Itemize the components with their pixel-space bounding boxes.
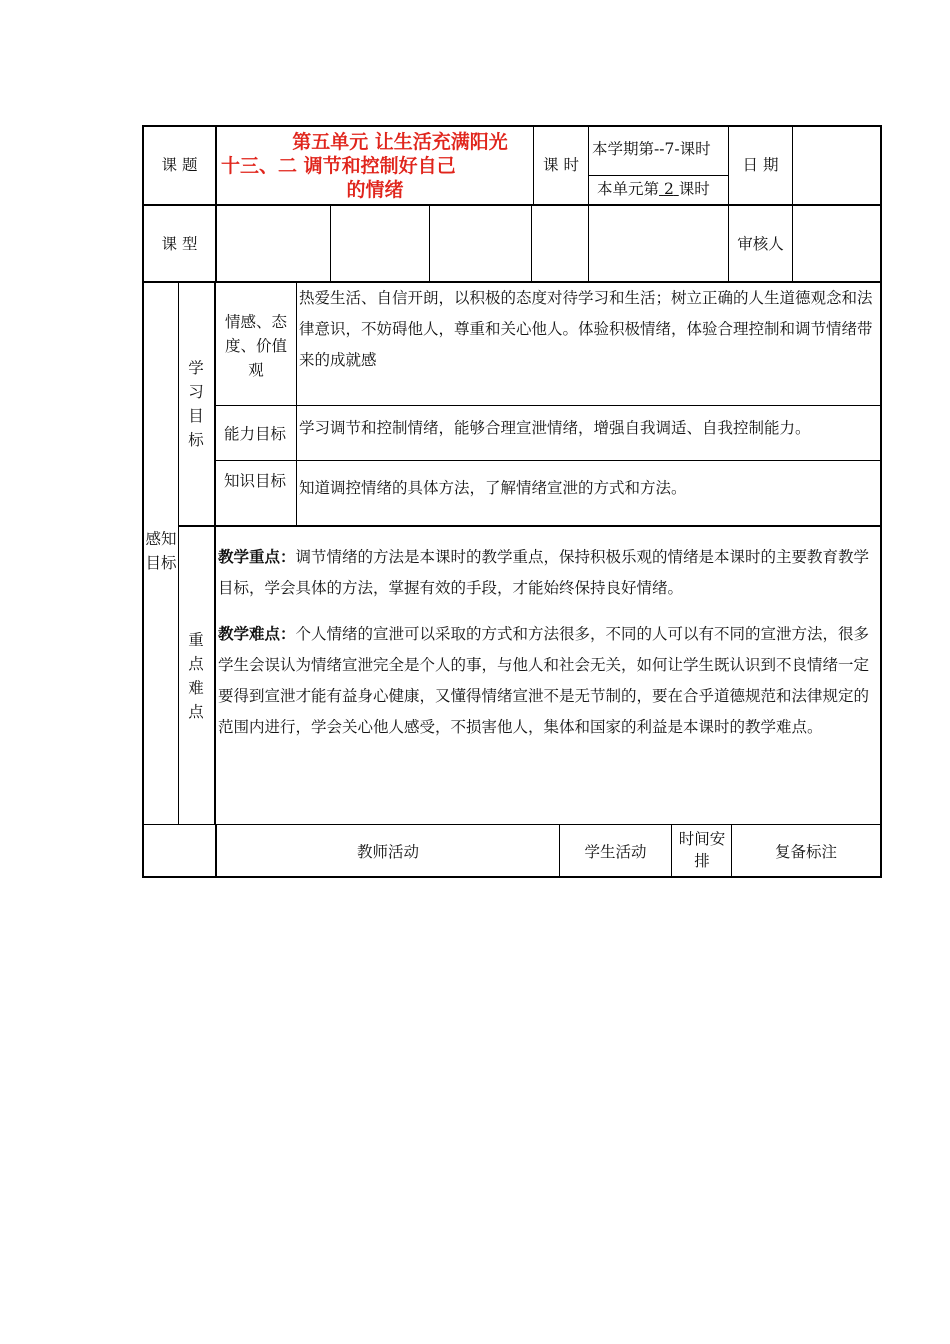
learning-goals-label: 学习目标	[188, 359, 204, 449]
teacher-activity-header: 教师活动	[356, 843, 419, 861]
topic-label: 课 题	[161, 156, 198, 174]
key-difficult-points-label: 重点难点	[188, 631, 204, 721]
lesson-title-line3: 的情绪	[346, 179, 404, 201]
key-points-paragraph: 教学重点：调节情绪的方法是本课时的教学重点，保持积极乐观的情绪是本课时的主要教育教学目标，学会具体的方法，掌握有效的手段，才能始终保持良好情绪。	[218, 547, 870, 597]
hours-label: 课 时	[543, 156, 579, 174]
ability-goal-text: 学习调节和控制情绪，能够合理宣泄情绪，增强自我调适、自我控制能力。	[299, 419, 811, 437]
date-label: 日 期	[742, 156, 779, 174]
reviewer-label: 审核人	[737, 235, 784, 253]
time-arrangement-header: 时间安排	[678, 830, 726, 870]
ability-goal-label: 能力目标	[224, 425, 287, 443]
lesson-type-label: 课 型	[161, 235, 198, 253]
knowledge-goal-text: 知道调控情绪的具体方法，了解情绪宣泄的方式和方法。	[299, 479, 687, 497]
lesson-title-line1: 第五单元 让生活充满阳光	[292, 131, 508, 153]
student-activity-header: 学生活动	[584, 843, 647, 861]
review-notes-header: 复备标注	[774, 843, 837, 861]
lesson-title-line2: 十三、二 调节和控制好自己	[221, 155, 456, 177]
emotion-goal-text: 热爱生活、自信开朗，以积极的态度对待学习和生活；树立正确的人生道德观念和法律意识，不妨碍他人，尊重和关心他人。体验积极情绪，体验合理控制和调节情绪带来的成就感	[299, 289, 873, 369]
perception-goals-label: 感知目标	[145, 530, 177, 572]
difficult-points-paragraph: 教学难点：个人情绪的宣泄可以采取的方式和方法很多，不同的人可以有不同的宣泄方法，很多学生会误认为情绪宣泄完全是个人的事，与他人和社会无关，如何让学生既认识到不良情绪一定要得到宣泄才能有益身心健康，又懂得情绪宣泄不是无节制的，要在合乎道德规范和法律规定的范围内进行，学会关心他人感受，不损害他人，集体和国家的利益是本课时的教学难点。	[218, 624, 870, 736]
unit-hours: 本单元第 2 课时	[597, 180, 710, 198]
knowledge-goal-label: 知识目标	[224, 472, 287, 490]
semester-hours: 本学期第--7-课时	[592, 140, 711, 158]
emotion-attitude-values-label: 情感、态度、价值观	[224, 313, 287, 379]
